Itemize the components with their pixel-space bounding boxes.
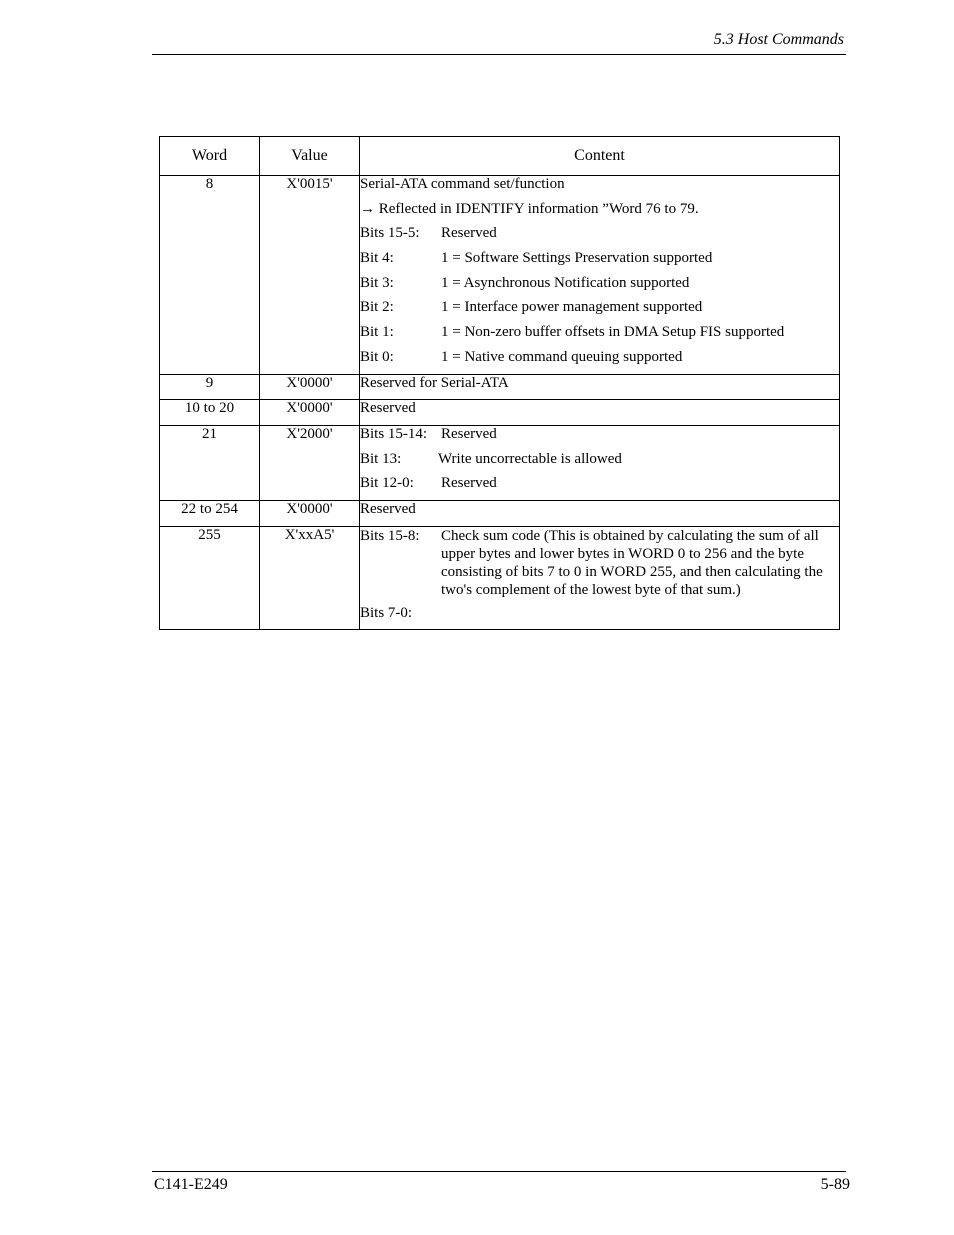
- value-cell: X'0015': [260, 176, 360, 375]
- content-line: Reserved: [360, 400, 416, 417]
- bit-line: [360, 349, 839, 374]
- page-number: 5-89: [820, 1176, 850, 1193]
- bit-line: [360, 324, 839, 349]
- bit-label: Bit 0:: [360, 348, 394, 365]
- bit-label: Bits 7-0:: [360, 604, 413, 621]
- word-cell: 255: [160, 526, 260, 630]
- value-cell: X'2000': [260, 425, 360, 500]
- content-line: Reserved: [360, 500, 416, 517]
- word-cell: 10 to 20: [160, 400, 260, 426]
- content-cell: [360, 500, 840, 526]
- bit-description: 1 = Asynchronous Notification supported: [441, 274, 690, 291]
- content-cell: [360, 425, 840, 500]
- bit-line: [360, 225, 839, 250]
- bit-line: [360, 275, 839, 300]
- word-cell: 8: [160, 176, 260, 375]
- bit-label: Bit 4:: [360, 250, 394, 267]
- table-row: [160, 400, 840, 426]
- bit-label: Bits 15-8:: [360, 527, 420, 544]
- content-cell: [360, 400, 840, 426]
- content-line: Serial-ATA command set/function: [360, 176, 565, 192]
- bit-line: [360, 451, 839, 476]
- bit-description: Write uncorrectable is allowed: [438, 450, 622, 467]
- content-cell: [360, 176, 840, 375]
- bit-line: [360, 250, 839, 275]
- bit-description: 1 = Non-zero buffer offsets in DMA Setup FIS supported: [441, 324, 785, 341]
- bit-label: Bits 15-14:: [360, 425, 428, 442]
- table-row: [160, 425, 840, 500]
- bit-label: Bits 15-5:: [360, 225, 420, 242]
- table-row: [160, 500, 840, 526]
- bit-line: [360, 426, 839, 451]
- running-header: 5.3 Host Commands: [713, 31, 844, 48]
- content-line: → Reflected in IDENTIFY information ”Word 76 to 79.: [360, 200, 699, 217]
- column-header-word: Word: [160, 137, 260, 176]
- bit-description: Reserved: [441, 225, 497, 242]
- document-id: C141-E249: [154, 1176, 228, 1193]
- bit-label: Bit 1:: [360, 324, 394, 341]
- table-header-row: [160, 137, 840, 176]
- word-cell: 22 to 254: [160, 500, 260, 526]
- identify-word-table: [159, 136, 840, 630]
- column-header-value: Value: [260, 137, 360, 176]
- footer-rule: [152, 1171, 846, 1172]
- table-row: [160, 176, 840, 375]
- bit-label: Bit 13:: [360, 450, 402, 467]
- word-cell: 21: [160, 425, 260, 500]
- content-cell: [360, 374, 840, 400]
- content-cell: [360, 526, 840, 630]
- bit-description: 1 = Native command queuing supported: [441, 348, 683, 365]
- bit-line: [360, 527, 839, 599]
- header-rule: [152, 54, 846, 55]
- value-cell: X'0000': [260, 500, 360, 526]
- value-cell: X'0000': [260, 374, 360, 400]
- bit-line: [360, 605, 839, 630]
- bit-description: 1 = Interface power management supported: [441, 299, 703, 316]
- table-row: [160, 526, 840, 630]
- word-cell: 9: [160, 374, 260, 400]
- bit-description: Reserved: [441, 425, 497, 442]
- bit-label: Bit 12-0:: [360, 475, 414, 492]
- bit-label: Bit 2:: [360, 299, 394, 316]
- bit-line: [360, 475, 839, 500]
- bit-label: Bit 3:: [360, 274, 394, 291]
- bit-description: 1 = Software Settings Preservation supported: [441, 250, 713, 267]
- value-cell: X'0000': [260, 400, 360, 426]
- bit-description: Reserved: [441, 475, 497, 492]
- content-line: Reserved for Serial-ATA: [360, 374, 509, 391]
- column-header-content: Content: [360, 137, 840, 176]
- table-row: [160, 374, 840, 400]
- value-cell: X'xxA5': [260, 526, 360, 630]
- bit-line: [360, 299, 839, 324]
- bit-description: Check sum code (This is obtained by calculating the sum of all upper bytes and lower bytes in WORD 0 to 256 and the byte consisting of bits 7 to 0 in WORD 255, and then calculating the two's complement of the lowest byte of that sum.): [441, 527, 823, 598]
